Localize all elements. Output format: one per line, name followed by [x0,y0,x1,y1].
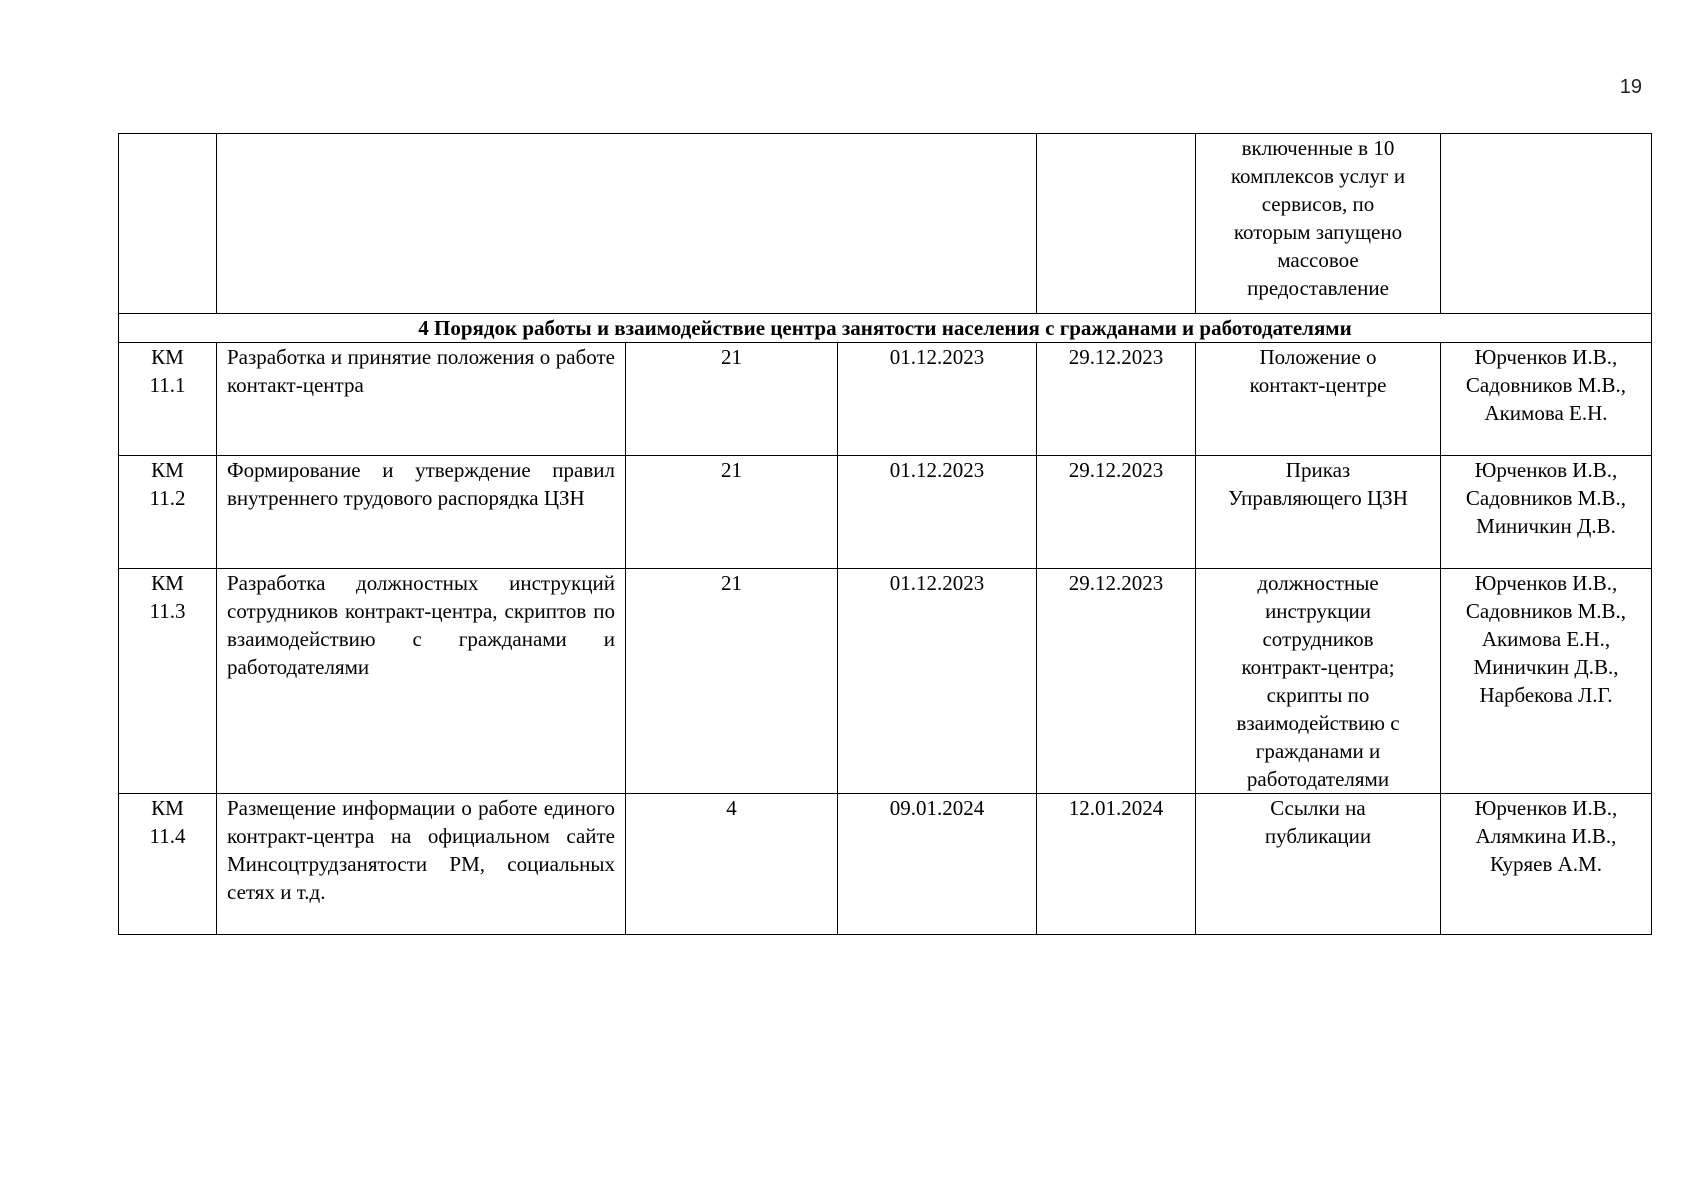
cell-result: Ссылки на публикации [1196,794,1441,935]
cell-name [217,134,1037,314]
cell-end: 29.12.2023 [1037,456,1196,569]
cell-result: включенные в 10 комплексов услуг и сервисов, по которым запущено массовое предоставление [1196,134,1441,314]
cell-duration: 21 [626,569,838,794]
cell-duration: 21 [626,456,838,569]
cell-duration: 4 [626,794,838,935]
cell-duration: 21 [626,343,838,456]
table-row-continuation [119,134,1652,314]
section-row [119,314,1652,343]
cell-code: КМ 11.3 [119,569,217,794]
cell-responsible: Юрченков И.В., Садовников М.В., Акимова Е.Н. [1441,343,1652,456]
cell-end: 29.12.2023 [1037,569,1196,794]
cell-code: КМ 11.4 [119,794,217,935]
cell-name: Разработка и принятие положения о работе контакт-центра [217,343,626,456]
plan-table [118,133,1652,935]
cell-end [1037,134,1196,314]
cell-result: должностные инструкции сотрудников контракт-центра; скрипты по взаимодействию с гражданами и работодателями [1196,569,1441,794]
table-row [119,456,1652,569]
cell-start: 01.12.2023 [838,343,1037,456]
cell-end: 29.12.2023 [1037,343,1196,456]
cell-code: КМ 11.2 [119,456,217,569]
section-title: 4 Порядок работы и взаимодействие центра занятости населения с гражданами и работодателями [119,314,1652,343]
cell-code: КМ 11.1 [119,343,217,456]
cell-result: Положение о контакт-центре [1196,343,1441,456]
cell-end: 12.01.2024 [1037,794,1196,935]
cell-name: Размещение информации о работе единого контракт-центра на официальном сайте Минсоцтрудзанятости РМ, социальных сетях и т.д. [217,794,626,935]
cell-result: Приказ Управляющего ЦЗН [1196,456,1441,569]
page-number: 19 [1619,76,1642,98]
cell-name: Формирование и утверждение правил внутреннего трудового распорядка ЦЗН [217,456,626,569]
cell-responsible [1441,134,1652,314]
cell-start: 09.01.2024 [838,794,1037,935]
cell-responsible: Юрченков И.В., Алямкина И.В., Куряев А.М. [1441,794,1652,935]
cell-name: Разработка должностных инструкций сотрудников контракт-центра, скриптов по взаимодействию с гражданами и работодателями [217,569,626,794]
table-row [119,343,1652,456]
cell-start: 01.12.2023 [838,456,1037,569]
cell-code [119,134,217,314]
table-row [119,569,1652,794]
table-row [119,794,1652,935]
cell-responsible: Юрченков И.В., Садовников М.В., Миничкин Д.В. [1441,456,1652,569]
cell-responsible: Юрченков И.В., Садовников М.В., Акимова Е.Н., Миничкин Д.В., Нарбекова Л.Г. [1441,569,1652,794]
cell-start: 01.12.2023 [838,569,1037,794]
